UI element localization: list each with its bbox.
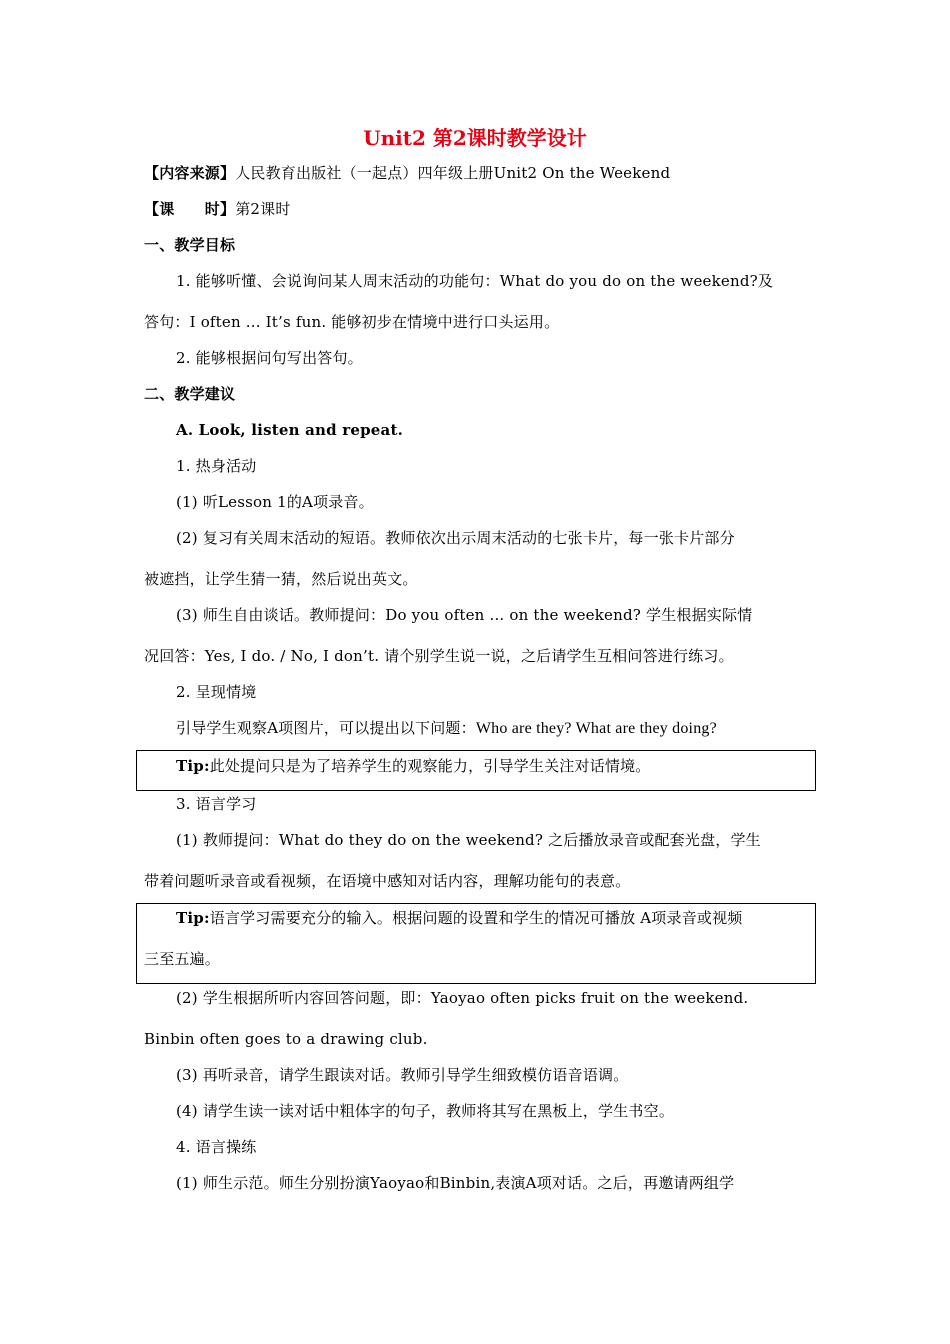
part-a-heading: A. Look, listen and repeat. xyxy=(176,421,404,439)
step-3-item-3: (3) 再听录音，请学生跟读对话。教师引导学生细致模仿语音语调。 xyxy=(176,1066,629,1084)
step-2-text xyxy=(176,717,717,740)
step-3-item-4: (4) 请学生读一读对话中粗体字的句子，教师将其写在黑板上，学生书空。 xyxy=(176,1102,675,1120)
step-2-heading: 2. 呈现情境 xyxy=(176,683,257,701)
objective-1-line-1: 1. 能够听懂、会说询问某人周末活动的功能句：What do you do on the weekend?及 xyxy=(176,272,774,290)
document-title: Unit2 第2课时教学设计 xyxy=(363,126,587,150)
section-heading-objectives: 一、教学目标 xyxy=(144,236,236,254)
class-period-text: 第2课时 xyxy=(235,200,291,218)
step-2-text-en: Who are they? What are they doing? xyxy=(475,720,717,737)
step-1-item-2-line-2: 被遮挡，让学生猜一猜，然后说出英文。 xyxy=(144,570,418,588)
step-1-item-1: (1) 听Lesson 1的A项录音。 xyxy=(176,493,374,511)
step-4-item-1-line-1: (1) 师生示范。师生分别扮演Yaoyao和Binbin,表演A项对话。之后，再邀请两组学 xyxy=(176,1174,735,1192)
step-1-item-2-line-1: (2) 复习有关周末活动的短语。教师依次出示周末活动的七张卡片，每一张卡片部分 xyxy=(176,529,735,547)
tip-2-line-2: 三至五遍。 xyxy=(144,950,221,968)
step-2-text-cn: 引导学生观察A项图片，可以提出以下问题： xyxy=(176,719,476,737)
tip-1-text: 此处提问只是为了培养学生的观察能力，引导学生关注对话情境。 xyxy=(209,757,651,775)
step-3-item-1-line-1: (1) 教师提问：What do they do on the weekend? 之后播放录音或配套光盘，学生 xyxy=(176,831,761,849)
objective-1-line-2: 答句：I often ... It’s fun. 能够初步在情境中进行口头运用。 xyxy=(144,313,560,331)
content-source-label: 【内容来源】 xyxy=(144,164,236,182)
step-3-item-1-line-2: 带着问题听录音或看视频，在语境中感知对话内容，理解功能句的表意。 xyxy=(144,872,631,890)
content-source-text: 人民教育出版社（一起点）四年级上册Unit2 On the Weekend xyxy=(235,164,671,182)
tip-1-line xyxy=(176,755,651,777)
content-source-line xyxy=(144,162,670,184)
step-3-heading: 3. 语言学习 xyxy=(176,795,257,813)
step-1-heading: 1. 热身活动 xyxy=(176,457,257,475)
tip-1-label: Tip: xyxy=(176,757,210,775)
step-4-heading: 4. 语言操练 xyxy=(176,1138,257,1156)
step-1-item-3-line-2: 况回答：Yes, I do. / No, I don’t. 请个别学生说一说，之后请学生互相问答进行练习。 xyxy=(144,647,734,665)
tip-2-label: Tip: xyxy=(176,909,210,927)
section-heading-suggestions: 二、教学建议 xyxy=(144,385,236,403)
objective-2: 2. 能够根据问句写出答句。 xyxy=(176,349,363,367)
class-period-line xyxy=(144,198,291,220)
tip-2-line-1 xyxy=(176,907,743,929)
step-3-item-2-line-2: Binbin often goes to a drawing club. xyxy=(144,1030,428,1048)
class-period-label: 【课 时】 xyxy=(144,200,236,218)
tip-2-text-1: 语言学习需要充分的输入。根据问题的设置和学生的情况可播放 A项录音或视频 xyxy=(209,909,743,927)
step-3-item-2-line-1: (2) 学生根据所听内容回答问题，即：Yaoyao often picks fruit on the weekend. xyxy=(176,989,749,1007)
step-1-item-3-line-1: (3) 师生自由谈话。教师提问：Do you often ... on the weekend? 学生根据实际情 xyxy=(176,606,753,624)
